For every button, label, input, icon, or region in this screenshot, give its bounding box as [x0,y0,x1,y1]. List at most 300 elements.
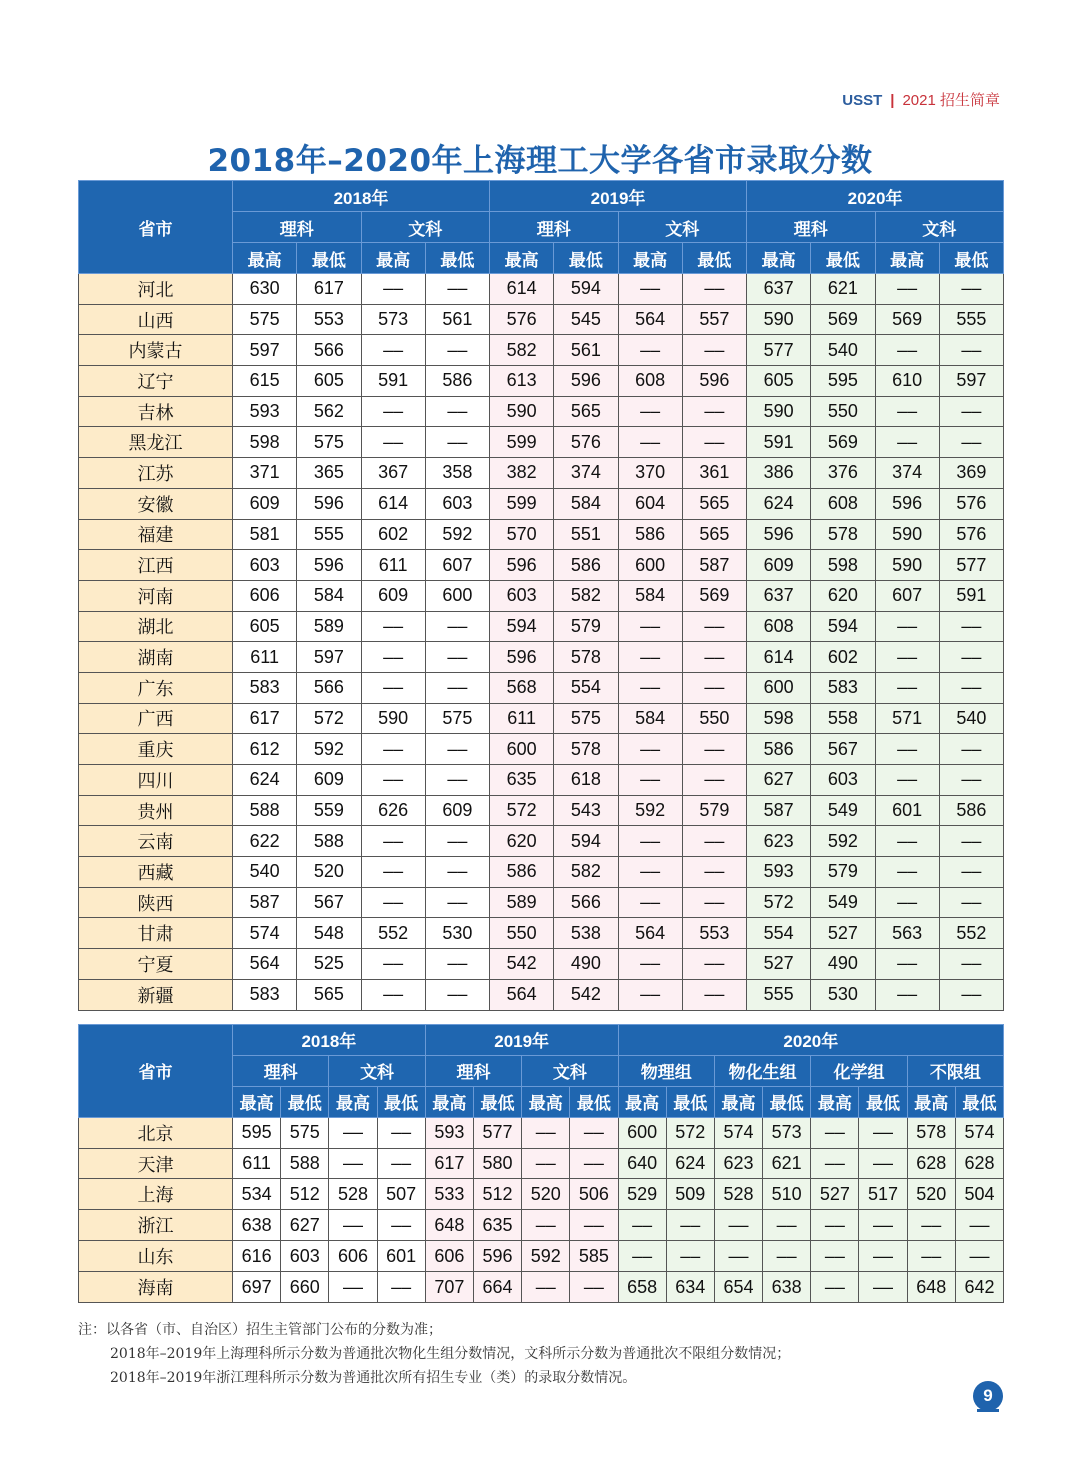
score-cell: –– [361,979,425,1010]
score-cell: 609 [361,580,425,611]
score-table-2 [78,1024,1004,1303]
column-header: 最高 [233,243,297,274]
table-row [79,580,1004,611]
province-cell: 天津 [79,1148,233,1179]
footnote-line: 2018年–2019年浙江理科所示分数为普通批次所有招生专业（类）的录取分数情况。 [110,1370,637,1386]
score-cell: –– [682,672,746,703]
score-cell: 573 [361,304,425,335]
score-cell: 512 [281,1179,329,1210]
table-row [79,857,1004,888]
score-cell: 605 [233,611,297,642]
score-cell: 612 [233,734,297,765]
score-cell: 611 [361,550,425,581]
score-cell: –– [875,949,939,980]
score-cell: 510 [763,1179,811,1210]
score-cell: 624 [666,1148,714,1179]
table-row [79,979,1004,1010]
score-cell: 512 [473,1179,521,1210]
year-header: 2018年 [233,1025,426,1056]
score-cell: 624 [233,765,297,796]
score-cell: –– [425,274,489,305]
score-cell: 574 [714,1117,762,1148]
score-cell: 627 [747,765,811,796]
score-cell: 603 [281,1241,329,1272]
score-cell: –– [618,734,682,765]
page-number-underline [977,1409,999,1412]
score-cell: –– [666,1210,714,1241]
score-cell: –– [570,1117,618,1148]
score-cell: –– [859,1117,907,1148]
score-cell: 386 [747,458,811,489]
score-cell: –– [811,1148,859,1179]
province-cell: 北京 [79,1117,233,1148]
score-cell: 567 [297,887,361,918]
score-cell: –– [522,1272,570,1303]
score-cell: 571 [875,703,939,734]
score-cell: 596 [490,642,554,673]
score-cell: –– [618,1241,666,1272]
score-cell: 588 [297,826,361,857]
score-cell: –– [570,1148,618,1179]
score-cell: 609 [425,795,489,826]
score-cell: 575 [297,427,361,458]
score-cell: 613 [490,366,554,397]
score-cell: 607 [425,550,489,581]
column-header: 最低 [570,1086,618,1117]
score-cell: 592 [618,795,682,826]
score-cell: –– [714,1241,762,1272]
score-cell: 490 [811,949,875,980]
score-cell: 591 [361,366,425,397]
province-cell: 福建 [79,519,233,550]
table-row [79,1241,1004,1272]
score-cell: 587 [747,795,811,826]
score-cell: 590 [747,396,811,427]
column-header: 理科 [425,1055,521,1086]
score-cell: –– [361,611,425,642]
score-cell: 648 [425,1210,473,1241]
score-cell: –– [939,396,1003,427]
score-cell: 620 [811,580,875,611]
column-header: 最低 [281,1086,329,1117]
score-cell: 606 [233,580,297,611]
score-cell: 608 [618,366,682,397]
column-header: 最高 [875,243,939,274]
table-row [79,1210,1004,1241]
score-cell: 623 [714,1148,762,1179]
score-cell: 520 [297,857,361,888]
score-cell: 596 [682,366,746,397]
score-cell: 565 [682,519,746,550]
score-cell: –– [361,765,425,796]
score-cell: 601 [377,1241,425,1272]
table-row [79,765,1004,796]
column-header: 理科 [747,212,876,243]
score-cell: –– [570,1210,618,1241]
province-cell: 河南 [79,580,233,611]
score-cell: –– [329,1272,377,1303]
score-cell: 587 [233,887,297,918]
score-cell: –– [361,887,425,918]
column-header: 文科 [329,1055,425,1086]
score-cell: –– [522,1210,570,1241]
score-cell: 587 [682,550,746,581]
score-cell: –– [361,734,425,765]
score-cell: 626 [361,795,425,826]
score-cell: –– [682,396,746,427]
score-cell: –– [939,765,1003,796]
score-cell: 561 [554,335,618,366]
score-cell: 589 [297,611,361,642]
table-row [79,949,1004,980]
header-subtitle: 2021 招生简章 [902,92,1000,109]
score-cell: 588 [233,795,297,826]
score-cell: 534 [233,1179,281,1210]
score-cell: 590 [747,304,811,335]
column-header: 最低 [859,1086,907,1117]
score-cell: 614 [361,488,425,519]
province-cell: 山东 [79,1241,233,1272]
province-header: 省市 [79,181,233,274]
score-cell: –– [682,274,746,305]
score-cell: 591 [747,427,811,458]
score-cell: 527 [811,918,875,949]
year-header: 2020年 [747,181,1004,212]
score-cell: 605 [297,366,361,397]
score-cell: 540 [233,857,297,888]
province-cell: 宁夏 [79,949,233,980]
score-cell: 592 [522,1241,570,1272]
score-cell: 361 [682,458,746,489]
score-cell: –– [682,335,746,366]
column-header: 最高 [522,1086,570,1117]
score-cell: 555 [747,979,811,1010]
province-cell: 吉林 [79,396,233,427]
score-cell: –– [425,887,489,918]
score-cell: –– [682,734,746,765]
score-cell: 586 [554,550,618,581]
score-cell: 617 [233,703,297,734]
score-cell: –– [329,1117,377,1148]
table-row [79,427,1004,458]
score-cell: 573 [763,1117,811,1148]
score-cell: 576 [490,304,554,335]
score-cell: –– [955,1210,1003,1241]
table-row [79,304,1004,335]
score-cell: 553 [297,304,361,335]
score-cell: 611 [233,642,297,673]
score-cell: 603 [425,488,489,519]
score-cell: –– [361,274,425,305]
page-header [842,89,1000,110]
score-cell: 569 [811,427,875,458]
score-cell: –– [618,979,682,1010]
score-cell: 507 [377,1179,425,1210]
score-cell: 617 [297,274,361,305]
score-cell: 584 [618,703,682,734]
table-row [79,1148,1004,1179]
province-cell: 湖北 [79,611,233,642]
score-cell: –– [618,611,682,642]
score-cell: 576 [554,427,618,458]
score-cell: –– [361,427,425,458]
score-cell: 527 [811,1179,859,1210]
score-cell: 588 [281,1148,329,1179]
province-cell: 浙江 [79,1210,233,1241]
province-cell: 海南 [79,1272,233,1303]
score-cell: 583 [233,979,297,1010]
score-cell: 618 [554,765,618,796]
score-cell: 549 [811,795,875,826]
score-cell: 564 [490,979,554,1010]
score-cell: –– [361,335,425,366]
score-cell: –– [811,1272,859,1303]
score-cell: 623 [747,826,811,857]
score-cell: 374 [875,458,939,489]
score-cell: –– [425,611,489,642]
column-header: 最低 [554,243,618,274]
score-cell: 520 [907,1179,955,1210]
score-cell: 660 [281,1272,329,1303]
table-row [79,672,1004,703]
score-cell: 600 [490,734,554,765]
score-cell: 585 [570,1241,618,1272]
score-cell: 569 [811,304,875,335]
score-cell: 552 [361,918,425,949]
score-cell: 608 [811,488,875,519]
column-header: 最低 [377,1086,425,1117]
score-cell: 572 [297,703,361,734]
score-cell: –– [618,826,682,857]
score-cell: 610 [875,366,939,397]
score-cell: 567 [811,734,875,765]
province-cell: 上海 [79,1179,233,1210]
column-header: 最低 [939,243,1003,274]
score-cell: 582 [554,580,618,611]
column-header: 最低 [297,243,361,274]
table-row [79,642,1004,673]
score-cell: 592 [297,734,361,765]
score-cell: 590 [875,550,939,581]
table-row [79,795,1004,826]
score-cell: 566 [297,335,361,366]
score-cell: 640 [618,1148,666,1179]
score-cell: 365 [297,458,361,489]
score-cell: 542 [490,949,554,980]
brand-text: USST [842,92,883,109]
score-cell: –– [618,672,682,703]
score-cell: 586 [747,734,811,765]
score-cell: 565 [297,979,361,1010]
score-cell: 578 [554,734,618,765]
score-cell: 568 [490,672,554,703]
score-cell: 555 [297,519,361,550]
score-cell: 509 [666,1179,714,1210]
score-cell: 583 [811,672,875,703]
score-cell: –– [425,826,489,857]
score-cell: –– [939,857,1003,888]
score-cell: 614 [490,274,554,305]
score-cell: 584 [618,580,682,611]
score-cell: 627 [281,1210,329,1241]
score-cell: 371 [233,458,297,489]
score-cell: 628 [955,1148,1003,1179]
score-cell: 575 [233,304,297,335]
score-cell: –– [361,396,425,427]
province-cell: 河北 [79,274,233,305]
score-cell: 607 [875,580,939,611]
score-cell: 566 [554,887,618,918]
score-cell: 553 [682,918,746,949]
score-cell: –– [618,857,682,888]
score-cell: 614 [747,642,811,673]
score-cell: 609 [747,550,811,581]
score-cell: –– [361,857,425,888]
score-cell: 572 [490,795,554,826]
score-cell: –– [939,979,1003,1010]
score-cell: 598 [811,550,875,581]
score-cell: –– [714,1210,762,1241]
score-cell: 555 [939,304,1003,335]
score-cell: –– [682,887,746,918]
score-cell: –– [361,672,425,703]
score-cell: –– [939,887,1003,918]
header-separator: | [890,92,895,109]
province-cell: 安徽 [79,488,233,519]
score-cell: –– [425,672,489,703]
column-header: 最低 [955,1086,1003,1117]
score-cell: 648 [907,1272,955,1303]
score-cell: 530 [425,918,489,949]
score-cell: 595 [233,1117,281,1148]
score-cell: 604 [618,488,682,519]
province-cell: 江西 [79,550,233,581]
score-cell: 583 [233,672,297,703]
score-cell: –– [425,427,489,458]
score-cell: 540 [811,335,875,366]
footnote-line: 2018年–2019年上海理科所示分数为普通批次物化生组分数情况，文科所示分数为普通批次不限组分数情况； [110,1346,791,1362]
score-cell: 572 [747,887,811,918]
score-cell: –– [875,826,939,857]
score-cell: 634 [666,1272,714,1303]
score-cell: 600 [425,580,489,611]
score-cell: 550 [490,918,554,949]
score-cell: 608 [747,611,811,642]
score-cell: 605 [747,366,811,397]
score-cell: 596 [875,488,939,519]
score-cell: 577 [473,1117,521,1148]
score-cell: –– [425,949,489,980]
score-cell: 593 [747,857,811,888]
score-cell: 575 [425,703,489,734]
table-row [79,887,1004,918]
column-header: 化学组 [811,1055,907,1086]
column-header: 文科 [875,212,1004,243]
table-row [79,703,1004,734]
score-cell: 637 [747,580,811,611]
score-cell: 580 [473,1148,521,1179]
score-cell: –– [682,826,746,857]
score-cell: –– [361,826,425,857]
score-cell: 564 [618,918,682,949]
score-cell: 603 [811,765,875,796]
score-cell: 609 [297,765,361,796]
table-row [79,826,1004,857]
table-row [79,550,1004,581]
column-header: 最低 [666,1086,714,1117]
score-cell: –– [425,335,489,366]
score-cell: 598 [747,703,811,734]
table-row [79,274,1004,305]
column-header: 理科 [233,1055,329,1086]
score-cell: 570 [490,519,554,550]
score-cell: 586 [425,366,489,397]
score-cell: 506 [570,1179,618,1210]
score-cell: 566 [297,672,361,703]
score-cell: –– [875,611,939,642]
score-cell: –– [361,642,425,673]
score-cell: –– [811,1210,859,1241]
province-cell: 江苏 [79,458,233,489]
score-cell: –– [859,1272,907,1303]
score-cell: 697 [233,1272,281,1303]
province-cell: 新疆 [79,979,233,1010]
score-cell: –– [425,734,489,765]
score-cell: –– [859,1241,907,1272]
score-cell: –– [361,949,425,980]
score-cell: 579 [682,795,746,826]
score-cell: –– [811,1241,859,1272]
score-cell: –– [618,427,682,458]
score-cell: –– [875,274,939,305]
table-row [79,734,1004,765]
score-cell: 596 [473,1241,521,1272]
score-cell: 577 [747,335,811,366]
column-header: 最高 [361,243,425,274]
score-cell: 528 [714,1179,762,1210]
score-cell: 621 [811,274,875,305]
score-cell: –– [939,672,1003,703]
score-cell: 579 [811,857,875,888]
score-cell: 564 [233,949,297,980]
score-cell: 592 [811,826,875,857]
score-cell: 504 [955,1179,1003,1210]
province-cell: 甘肃 [79,918,233,949]
score-cell: 600 [618,550,682,581]
table-row [79,488,1004,519]
column-header: 最高 [618,1086,666,1117]
score-cell: 572 [666,1117,714,1148]
column-header: 最低 [425,243,489,274]
score-cell: 538 [554,918,618,949]
column-header: 理科 [490,212,619,243]
province-cell: 四川 [79,765,233,796]
score-cell: –– [907,1241,955,1272]
score-cell: 597 [297,642,361,673]
score-cell: 558 [811,703,875,734]
score-cell: 554 [747,918,811,949]
score-cell: 621 [763,1148,811,1179]
score-cell: –– [329,1210,377,1241]
score-cell: 628 [907,1148,955,1179]
score-cell: –– [522,1117,570,1148]
table-row [79,611,1004,642]
score-cell: 658 [618,1272,666,1303]
score-cell: –– [618,1210,666,1241]
score-cell: –– [875,979,939,1010]
score-cell: 606 [329,1241,377,1272]
score-cell: 589 [490,887,554,918]
